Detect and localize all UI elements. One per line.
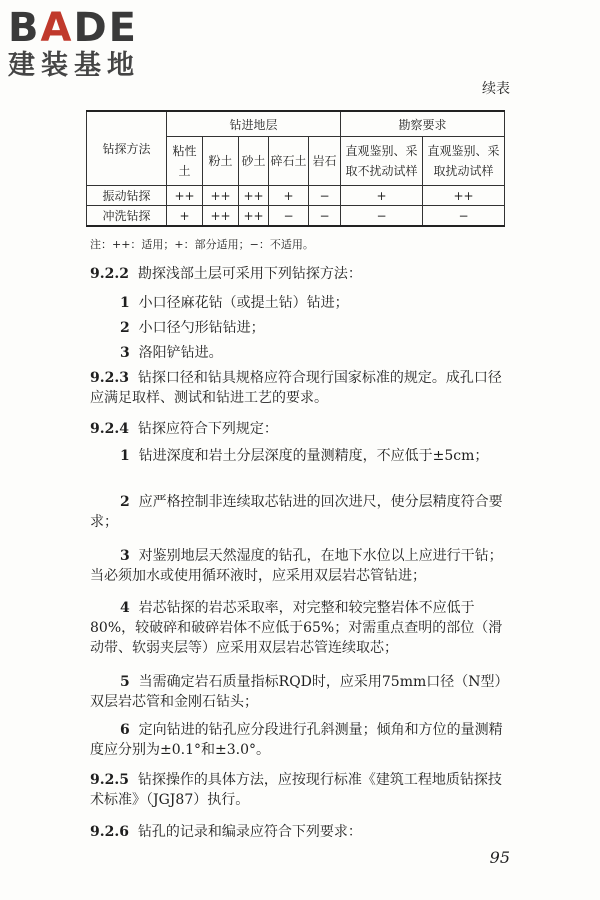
- clause-item: 5 当需确定岩石质量指标RQD时，应采用75mm口径（N型）双层岩芯管和金刚石钻头；: [90, 674, 509, 710]
- col-header: 碎石土: [269, 137, 309, 186]
- col-header: 粘性土: [167, 137, 203, 186]
- table-cell: ++: [239, 206, 269, 227]
- table-note: 注：++：适用；+：部分适用；−：不适用。: [90, 238, 314, 251]
- clause-item: 6 定向钻进的钻孔应分段进行孔斜测量；倾角和方位的量测精度应分别为±0.1°和±3.0°。: [90, 722, 503, 758]
- clause-item: 3 洛阳铲钻进。: [120, 345, 223, 361]
- col-header: 直观鉴别、采取不扰动试样: [341, 137, 423, 186]
- survey-header: 勘察要求: [341, 111, 505, 137]
- clause: 9.2.6 钻孔的记录和编录应符合下列要求：: [90, 824, 362, 840]
- clause-item: 2 小口径勺形钻钻进；: [120, 320, 265, 336]
- method-header: 钻探方法: [87, 111, 167, 186]
- table-cell: +: [167, 206, 203, 227]
- clause: 9.2.4 钻探应符合下列规定：: [90, 421, 278, 437]
- table-cell: ++: [239, 186, 269, 206]
- table-cell: −: [341, 206, 423, 227]
- table-cell: −: [309, 206, 341, 227]
- table-cell: ++: [203, 186, 239, 206]
- table-cell: +: [341, 186, 423, 206]
- logo-subtitle: 建装基地: [8, 50, 140, 81]
- logo-brand: BADE: [8, 5, 138, 51]
- table-cell: ++: [203, 206, 239, 227]
- continued-label: 续表: [482, 81, 510, 97]
- clause-item: 2 应严格控制非连续取芯钻进的回次进尺，使分层精度符合要求；: [90, 494, 503, 530]
- page-number: 95: [489, 848, 510, 867]
- drilling-method-table: [86, 110, 505, 227]
- table-cell: −: [423, 206, 505, 227]
- col-header: 岩石: [309, 137, 341, 186]
- table-cell: ++: [423, 186, 505, 206]
- table-cell: ++: [167, 186, 203, 206]
- col-header: 粉土: [203, 137, 239, 186]
- clause-item: 1 钻进深度和岩土分层深度的量测精度，不应低于±5cm；: [120, 448, 489, 464]
- clause: 9.2.2 勘探浅部土层可采用下列钻探方法：: [90, 266, 362, 282]
- clause-item: 4 岩芯钻探的岩芯采取率，对完整和较完整岩体不应低于80%，较破碎和破碎岩体不应低于65%；对需重点查明的部位（滑动带、软弱夹层等）应采用双层岩芯管连续取芯；: [90, 600, 503, 656]
- clause: 9.2.5 钻探操作的具体方法，应按现行标准《建筑工程地质钻探技术标准》（JGJ87）执行。: [90, 772, 502, 808]
- strata-header: 钻进地层: [167, 111, 341, 137]
- table-cell: +: [269, 186, 309, 206]
- clause-item: 3 对鉴别地层天然湿度的钻孔，在地下水位以上应进行干钻；当必须加水或使用循环液时，应采用双层岩芯管钻进；: [90, 548, 503, 584]
- col-header: 砂土: [239, 137, 269, 186]
- table-row: [87, 206, 505, 227]
- table-row: [87, 186, 505, 206]
- table-cell: −: [269, 206, 309, 227]
- row-method: 振动钻探: [87, 186, 167, 206]
- row-method: 冲洗钻探: [87, 206, 167, 227]
- clause-item: 1 小口径麻花钻（或提土钻）钻进；: [120, 295, 349, 311]
- table-cell: −: [309, 186, 341, 206]
- col-header: 直观鉴别、采取扰动试样: [423, 137, 505, 186]
- bade-logo: [8, 6, 140, 82]
- clause: 9.2.3 钻探口径和钻具规格应符合现行国家标准的规定。成孔口径应满足取样、测试和钻进工艺的要求。: [90, 370, 502, 406]
